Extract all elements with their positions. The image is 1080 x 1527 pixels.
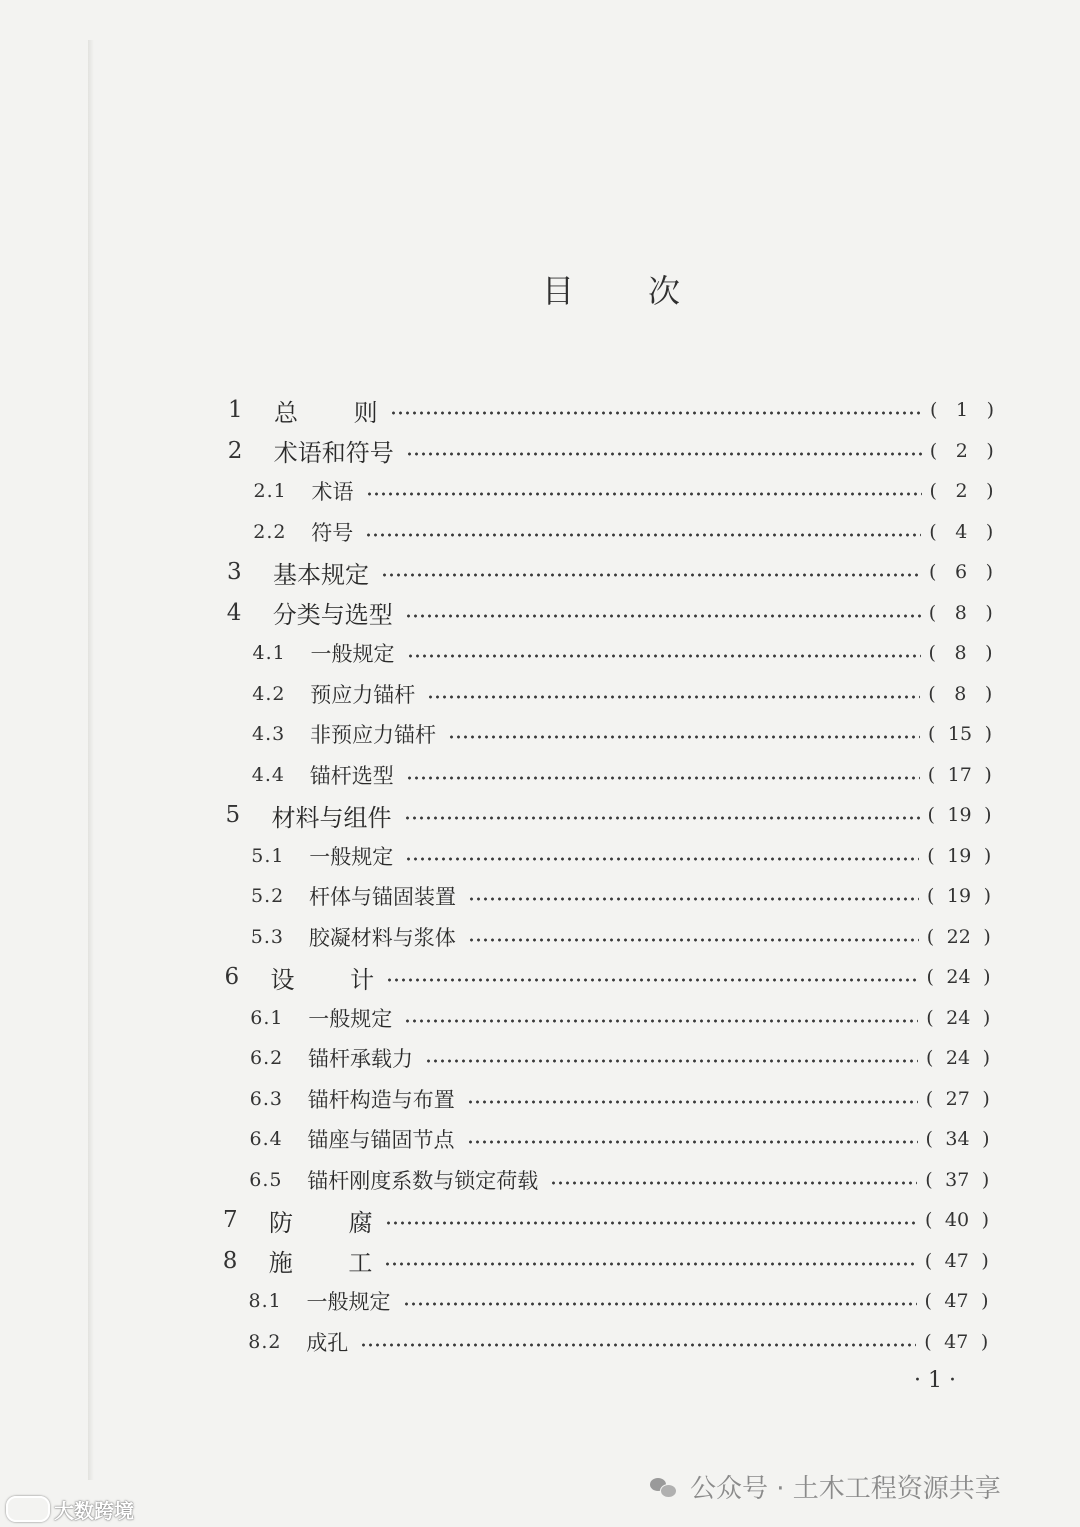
toc-leader-dots	[468, 938, 919, 942]
toc-number: 6.5	[249, 1168, 283, 1191]
toc-page-ref: ( 19 )	[927, 844, 992, 867]
toc-leader-dots	[427, 695, 920, 699]
toc-label: 锚杆承载力	[308, 1047, 413, 1071]
toc-page-ref: ( 37 )	[925, 1168, 990, 1191]
toc-page-number: 8	[954, 601, 967, 624]
toc-section-row	[251, 836, 991, 876]
toc-leader-dots	[406, 452, 922, 456]
toc-page-number: 19	[946, 885, 972, 907]
toc-label: 胶凝材料与浆体	[308, 925, 456, 950]
toc-label: 预应力锚杆	[310, 682, 416, 707]
toc-number: 5.2	[251, 885, 285, 907]
toc-page-ref: ( 4 )	[929, 520, 994, 543]
toc-label: 术语和符号	[273, 439, 394, 467]
toc-page-ref: ( 19 )	[927, 885, 991, 907]
watermark	[650, 1466, 1001, 1506]
toc-section-row	[252, 674, 992, 714]
toc-section-row	[253, 512, 993, 552]
page-edge	[88, 40, 94, 1480]
toc-leader-dots	[467, 1140, 918, 1144]
toc-page-ref: ( 8 )	[928, 601, 993, 624]
toc-page-ref: ( 8 )	[928, 642, 993, 664]
toc-leader-dots	[366, 492, 922, 496]
toc-page-number: 2	[955, 480, 968, 502]
toc-section-row	[250, 1079, 990, 1119]
toc-leader-dots	[468, 897, 919, 901]
toc-page-number: 27	[945, 1087, 970, 1110]
toc-label: 符号	[311, 520, 354, 545]
toc-number: 8.2	[248, 1330, 282, 1353]
page-title	[0, 266, 1080, 316]
toc-leader-dots	[365, 533, 921, 537]
toc-leader-dots	[404, 1019, 918, 1023]
toc-page-ref: ( 47 )	[924, 1330, 989, 1353]
toc-leader-dots	[448, 735, 920, 739]
toc-label: 非预应力锚杆	[310, 723, 436, 747]
toc-page-ref: ( 24 )	[926, 966, 991, 988]
toc-page-number: 2	[955, 439, 968, 462]
toc-leader-dots	[360, 1343, 916, 1347]
toc-chapter-row	[228, 431, 994, 471]
toc-page-ref: ( 2 )	[929, 480, 994, 502]
toc-label: 分类与选型	[272, 601, 393, 629]
toc-chapter-row	[223, 1241, 989, 1281]
toc-number: 6.4	[249, 1128, 283, 1150]
toc-number: 8.1	[248, 1290, 282, 1312]
toc-section-row	[250, 1119, 990, 1159]
toc-section-row	[251, 876, 991, 916]
toc-label: 一般规定	[309, 844, 394, 869]
corner-logo	[6, 1494, 134, 1524]
toc-page-ref: ( 34 )	[925, 1128, 990, 1150]
toc-page-number: 24	[946, 966, 971, 988]
page-title-char-1: 目	[542, 272, 575, 310]
toc-page-number: 24	[945, 1047, 971, 1069]
toc-number: 4.2	[252, 682, 286, 705]
toc-page-ref: ( 47 )	[924, 1290, 989, 1312]
toc-page-ref: ( 47 )	[924, 1249, 989, 1272]
toc-page-ref: ( 2 )	[929, 439, 994, 462]
toc-number: 7	[223, 1207, 238, 1233]
toc-section-row	[251, 917, 991, 957]
toc-section-row	[249, 1281, 989, 1321]
toc-number: 4	[226, 599, 242, 626]
toc-label: 成孔	[306, 1330, 349, 1355]
toc-page-number: 15	[947, 723, 973, 745]
page-title-char-2: 次	[648, 272, 681, 310]
toc-label: 一般规定	[310, 642, 395, 666]
toc-section-row	[250, 1038, 990, 1078]
toc-number: 4.4	[251, 763, 285, 786]
toc-leader-dots	[384, 1262, 916, 1266]
toc-label: 杆体与锚固装置	[309, 885, 456, 909]
toc-page-ref: ( 1 )	[930, 399, 994, 421]
toc-section-row	[249, 1160, 989, 1200]
toc-page-number: 37	[945, 1168, 970, 1191]
toc-page-number: 8	[954, 682, 967, 705]
toc-page-number: 19	[947, 844, 972, 867]
toc-page-ref: ( 17 )	[927, 763, 992, 786]
toc-label: 设 计	[270, 965, 375, 994]
toc-page-ref: ( 15 )	[928, 723, 992, 745]
toc-number: 6	[224, 964, 240, 990]
toc-page-number: 40	[944, 1209, 970, 1231]
toc-number: 5	[225, 802, 241, 828]
toc-chapter-row	[227, 552, 993, 592]
toc-leader-dots	[467, 1100, 918, 1104]
toc-chapter-row	[223, 1200, 989, 1240]
toc-leader-dots	[385, 1221, 917, 1225]
toc-number: 6.2	[250, 1047, 284, 1069]
toc-page-number: 1	[955, 399, 969, 421]
toc-page-number: 24	[946, 1006, 971, 1029]
toc-page-number: 22	[946, 925, 971, 948]
toc-number: 2.2	[253, 520, 287, 543]
toc-section-row	[253, 633, 993, 673]
toc-page-ref: ( 8 )	[928, 682, 993, 705]
toc-number: 2.1	[253, 480, 287, 502]
toc-number: 1	[228, 397, 243, 423]
toc-chapter-row	[228, 390, 994, 430]
corner-logo-text: 大数跨境	[54, 1498, 134, 1523]
toc-page-number: 6	[954, 561, 968, 583]
toc-chapter-row	[227, 593, 993, 633]
toc-page-number: 47	[944, 1330, 969, 1353]
toc-leader-dots	[405, 614, 921, 618]
toc-leader-dots	[390, 411, 922, 415]
toc-number: 6.3	[249, 1087, 283, 1110]
toc-page-ref: ( 19 )	[927, 804, 992, 826]
toc-chapter-row	[225, 957, 991, 997]
toc-label: 术语	[311, 480, 354, 504]
toc-number: 4.3	[252, 723, 286, 745]
toc-page-number: 47	[944, 1249, 969, 1272]
toc-page-number: 34	[945, 1128, 970, 1150]
toc-chapter-row	[226, 795, 992, 835]
toc-number: 4.1	[252, 642, 286, 664]
toc-page-number: 47	[944, 1290, 969, 1312]
watermark-text: 公众号 · 土木工程资源共享	[690, 1473, 1001, 1504]
page-number: · 1 ·	[914, 1368, 956, 1393]
toc-page-number: 17	[947, 763, 972, 786]
toc-page-number: 8	[954, 642, 967, 664]
corner-logo-icon	[6, 1496, 50, 1522]
toc-leader-dots	[406, 776, 920, 780]
toc-leader-dots	[550, 1181, 917, 1185]
toc-page-ref: ( 22 )	[926, 925, 991, 948]
toc-label: 防 腐	[269, 1208, 373, 1237]
toc-number: 8	[222, 1247, 238, 1274]
wechat-icon	[650, 1476, 676, 1496]
toc-number: 6.1	[250, 1006, 284, 1029]
toc-label: 基本规定	[273, 560, 369, 589]
toc-leader-dots	[381, 573, 921, 577]
toc-section-row	[248, 1322, 988, 1362]
toc-label: 锚座与锚固节点	[307, 1128, 455, 1152]
toc-number: 2	[227, 437, 243, 464]
toc-label: 锚杆选型	[309, 763, 394, 788]
toc-page-number: 4	[955, 520, 968, 543]
toc-page-ref: ( 40 )	[925, 1209, 989, 1231]
toc-section-row	[254, 471, 994, 511]
toc-leader-dots	[386, 978, 918, 982]
toc-section-row	[250, 998, 990, 1038]
toc-leader-dots	[425, 1059, 918, 1063]
toc-label: 施 工	[268, 1249, 373, 1277]
toc-page-number: 19	[947, 804, 972, 826]
toc-page-ref: ( 27 )	[925, 1087, 990, 1110]
toc-label: 锚杆刚度系数与锁定荷载	[307, 1168, 539, 1193]
toc-number: 5.3	[250, 925, 284, 948]
toc-page-ref: ( 6 )	[929, 561, 993, 583]
toc-leader-dots	[403, 1302, 917, 1306]
toc-page-ref: ( 24 )	[926, 1047, 990, 1069]
toc-number: 5.1	[251, 844, 285, 867]
toc-page-ref: ( 24 )	[926, 1006, 991, 1029]
toc-label: 一般规定	[306, 1290, 391, 1314]
toc-leader-dots	[407, 654, 921, 658]
toc-leader-dots	[405, 857, 919, 861]
toc-label: 总 则	[274, 398, 378, 427]
toc-leader-dots	[404, 816, 920, 820]
toc-section-row	[252, 755, 992, 795]
toc-label: 一般规定	[308, 1006, 393, 1031]
toc-number: 3	[227, 559, 242, 585]
toc-label: 材料与组件	[271, 803, 392, 832]
toc-label: 锚杆构造与布置	[307, 1087, 455, 1112]
toc-section-row	[252, 714, 992, 754]
